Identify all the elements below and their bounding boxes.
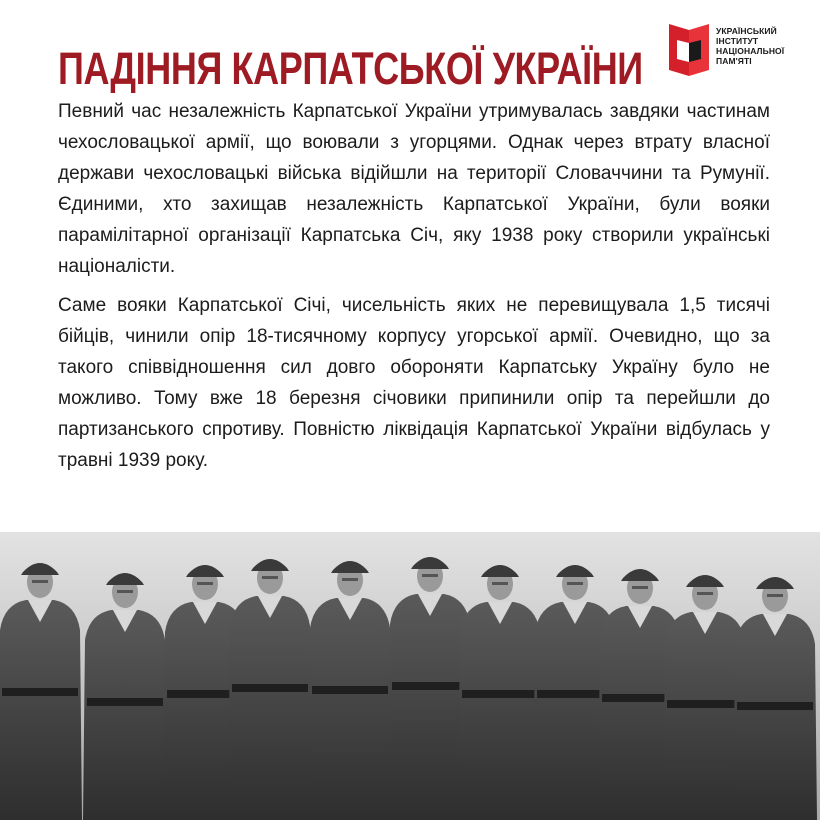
logo-line: УКРАЇНСЬКИЙ (716, 26, 777, 36)
logo-line: НАЦІОНАЛЬНОЇ (716, 46, 785, 56)
article-body (58, 96, 770, 476)
historical-group-photo (0, 532, 820, 820)
paragraph: Певний час незалежність Карпатської України утримувалась завдяки частинам чехословацької армії, що воювали з угорцями. Однак через втрату власної держави чехословацькі війська відійшли на території Словаччини та Румунії. Єдиними, хто захищав незалежність Карпатської України, були вояки парамілітарної організації Карпатська Січ, яку 1938 року створили українські націоналісти. (58, 101, 770, 277)
group-photo-soldiers-icon (0, 532, 820, 820)
page-title: ПАДІННЯ КАРПАТСЬКОЇ УКРАЇНИ (58, 43, 643, 94)
logo-line: ПАМ'ЯТІ (716, 56, 752, 66)
red-book-logo-icon (667, 22, 711, 78)
logo-line: ІНСТИТУТ (716, 36, 759, 46)
uinp-logo (667, 22, 807, 78)
logo-text (716, 26, 784, 66)
paragraph: Саме вояки Карпатської Січі, чисельність яких не перевищувала 1,5 тисячі бійців, чинили опір 18-тисячному корпусу угорської армії. Очевидно, що за такого співвідношення сил довго обороняти Карпатську Україну було не можливо. Тому вже 18 березня січовики припинили опір та перейшли до партизанського спротиву. Повністю ліквідація Карпатської України відбулась у травні 1939 року. (58, 295, 770, 471)
